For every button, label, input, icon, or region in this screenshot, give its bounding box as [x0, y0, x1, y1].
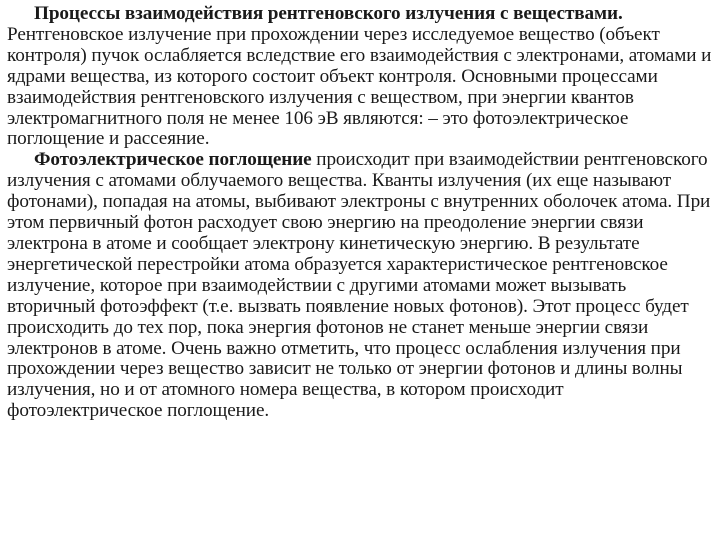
paragraph-photoelectric-absorption	[7, 150, 714, 422]
paragraph-text: Рентгеновское излучение при прохождении через исследуемое вещество (объект контроля) пучок ослабляется вследствие его взаимодействия с электронами, атомами и ядрами вещества, из которого состоит объект контроля. Основными процессами взаимодействия рентгеновского излучения с веществом, при энергии квантов электромагнитного поля не менее 106 эВ являются: – это фотоэлектрическое поглощение и рассеяние.	[7, 23, 712, 150]
paragraph-interaction-processes	[7, 4, 714, 150]
section-heading: Процессы взаимодействия рентгеновского излучения с веществами.	[34, 3, 623, 24]
term-heading: Фотоэлектрическое поглощение	[34, 149, 312, 171]
paragraph-text: происходит при взаимодействии рентгеновского излучения с атомами облучаемого вещества. Кванты излучения (их еще называют фотонами), попадая на атомы, выбивают электроны с внутренних оболочек атома. При этом первичный фотон расходует свою энергию на преодоление энергии связи электрона в атоме и сообщает электрону кинетическую энергию. В результате энергетической перестройки атома образуется характеристическое рентгеновское излучение, которое при взаимодействии с другими атомами может вызывать вторичный фотоэффект (т.е. вызвать появление новых фотонов). Этот процесс будет происходить до тех пор, пока энергия фотонов не станет меньше энергии связи электронов в атоме. Очень важно отметить, что процесс ослабления излучения при прохождении через вещество зависит не только от энергии фотонов и длины волны излучения, но и от атомного номера вещества, в котором происходит фотоэлектрическое поглощение.	[7, 149, 711, 422]
